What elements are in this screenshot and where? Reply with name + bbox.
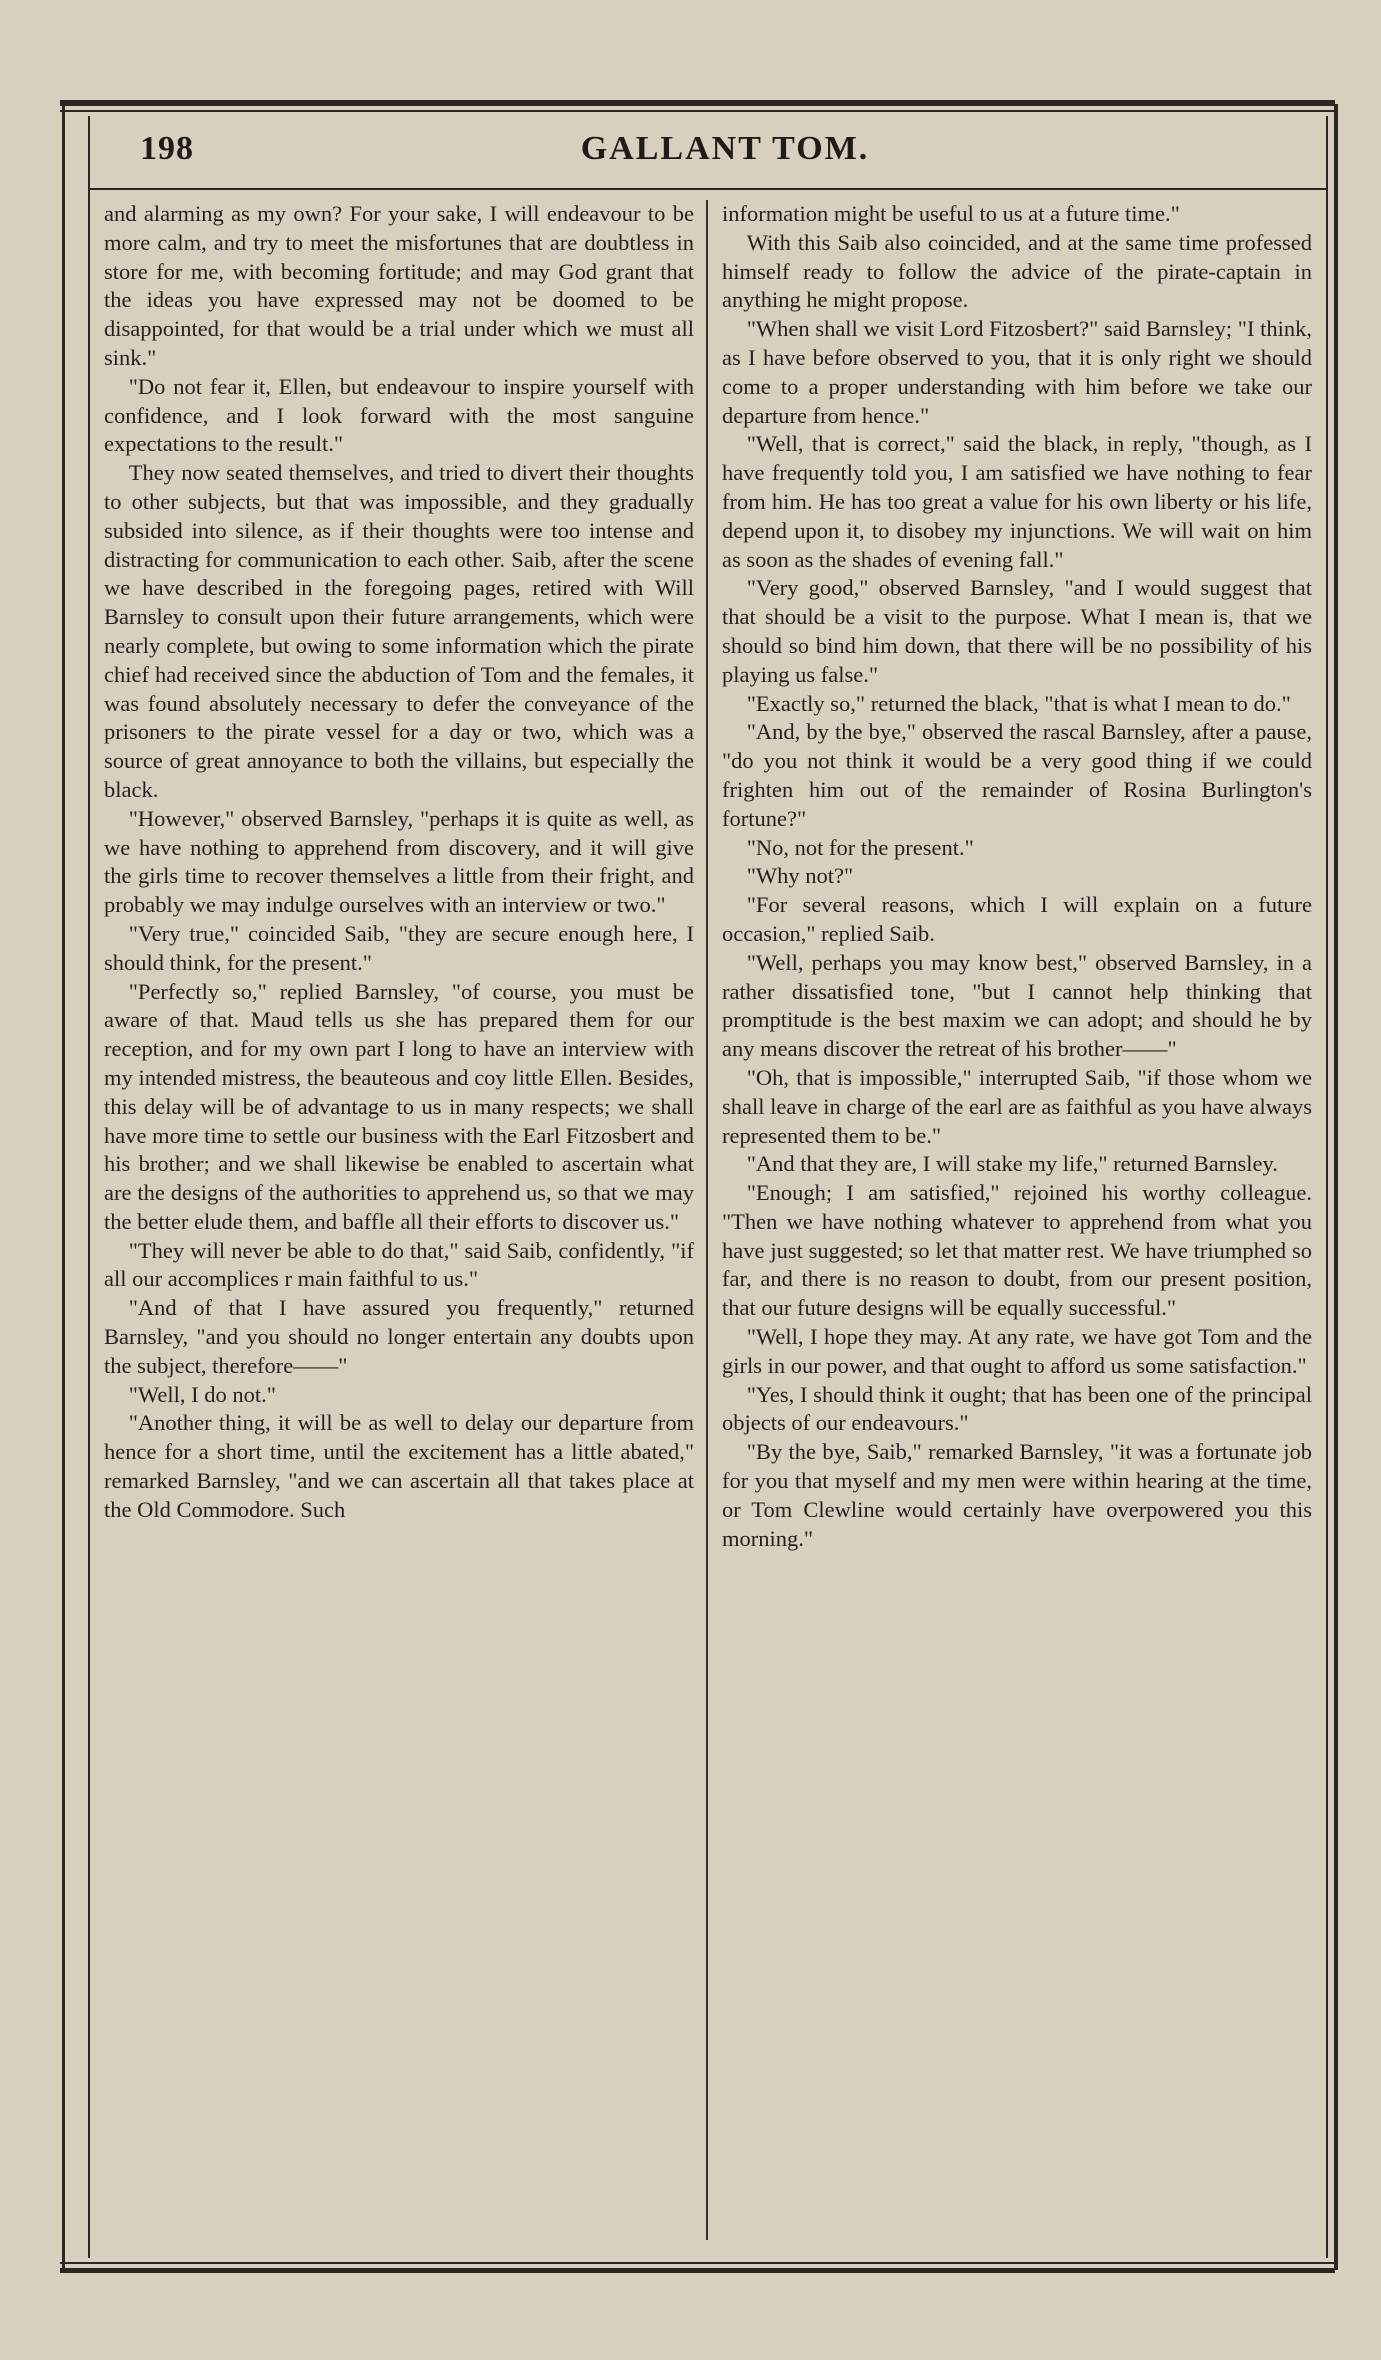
frame-left-outer: [62, 104, 65, 2270]
paragraph: and alarming as my own? For your sake, I will endeavour to be more calm, and try to meet the misfortunes that are doubtless in store for me, with becoming fortitude; and may God grant that the ideas you have expressed may not be doomed to be disappointed, for that would be a trial under which we must all sink.": [104, 201, 694, 370]
paragraph: "And that they are, I will stake my life," returned Barnsley.: [746, 1151, 1278, 1177]
paragraph: "Enough; I am satisfied," rejoined his worthy colleague. "Then we have nothing whatever to apprehend from what you have just suggested; so let that matter rest. We have triumphed so far, and there is no reason to doubt, from our present position, that our future designs will be equally successful.": [722, 1180, 1312, 1321]
top-rule-thin: [60, 110, 1335, 112]
frame-left-inner: [88, 116, 90, 2258]
left-column: [104, 200, 694, 2240]
paragraph: "Well, that is correct," said the black, in reply, "though, as I have frequently told you, I am satisfied we have nothing to fear from him. He has too great a value for his own liberty or his life, depend upon it, to disobey my injunctions. We will wait on him as soon as the shades of evening fall.": [722, 431, 1312, 572]
bottom-rule-thin: [60, 2262, 1335, 2264]
paragraph: "Well, perhaps you may know best," observed Barnsley, in a rather dissatisfied tone, "but I cannot help thinking that promptitude is the best maxim we can adopt; and should he by any means discover the retreat of his brother——": [722, 949, 1312, 1062]
paragraph: "Well, I do not.": [128, 1381, 276, 1407]
running-title: GALLANT TOM.: [580, 130, 870, 167]
paragraph: information might be useful to us at a future time.": [722, 201, 1180, 226]
paragraph: "And of that I have assured you frequently," returned Barnsley, "and you should no longer entertain any doubts upon the subject, therefore——": [104, 1295, 694, 1378]
paragraph: "When shall we visit Lord Fitzosbert?" said Barnsley; "I think, as I have before observed to you, that it is only right we should come to a proper understanding with him before we take our departure from hence.": [722, 316, 1312, 428]
frame-right-outer: [1334, 104, 1338, 2270]
paragraph: "Why not?": [746, 863, 854, 889]
paragraph: "Perfectly so," replied Barnsley, "of course, you must be aware of that. Maud tells us she has prepared them for our reception, and for my own part I long to have an interview with my intended mistress, the beauteous and coy little Ellen. Besides, this delay will be of advantage to us in many respects; we shall have more time to settle our business with the Earl Fitzosbert and his brother; and we shall likewise be enabled to ascertain what are the designs of the authorities to apprehend us, so that we may the better elude them, and baffle all their efforts to discover us.": [104, 978, 694, 1234]
paragraph: "Exactly so," returned the black, "that is what I mean to do.": [746, 690, 1291, 716]
column-divider: [706, 200, 708, 2240]
page-header: [140, 130, 1310, 180]
paragraph: "Another thing, it will be as well to delay our departure from hence for a short time, until the excitement has a little abated," remarked Barnsley, "and we can ascertain all that takes place at the Old Commodore. Such: [104, 1410, 694, 1522]
header-rule: [88, 188, 1328, 190]
bottom-rule-thick: [60, 2268, 1335, 2273]
paragraph: "Yes, I should think it ought; that has been one of the principal objects of our endeavours.": [722, 1381, 1312, 1436]
paragraph: "They will never be able to do that," said Saib, confidently, "if all our accomplices r main faithful to us.": [104, 1237, 694, 1292]
page-number: 198: [140, 130, 194, 167]
paragraph: "By the bye, Saib," remarked Barnsley, "it was a fortunate job for you that myself and my men were within hearing at the time, or Tom Clewline would certainly have overpowered you this morning.": [722, 1439, 1312, 1551]
paragraph: With this Saib also coincided, and at the same time professed himself ready to follow the advice of the pirate-captain in anything he might propose.: [722, 229, 1312, 313]
top-rule-thick: [60, 100, 1335, 106]
paragraph: "Very good," observed Barnsley, "and I would suggest that that should be a visit to the purpose. What I mean is, that we should so bind him down, that there will be no possibility of his playing us false.": [722, 575, 1312, 687]
paragraph: "Very true," coincided Saib, "they are secure enough here, I should think, for the present.": [104, 920, 694, 975]
paragraph: "And, by the bye," observed the rascal Barnsley, after a pause, "do you not think it would be a very good thing if we could frighten him out of the remainder of Rosina Burlington's fortune?": [722, 719, 1312, 831]
paragraph: "Oh, that is impossible," interrupted Saib, "if those whom we shall leave in charge of the earl are as faithful as you have always represented them to be.": [722, 1064, 1312, 1148]
paragraph: "Do not fear it, Ellen, but endeavour to inspire yourself with confidence, and I look forward with the most sanguine expectations to the result.": [104, 373, 694, 457]
paragraph: "However," observed Barnsley, "perhaps it is quite as well, as we have nothing to apprehend from discovery, and it will give the girls time to recover themselves a little from their fright, and probably we may indulge ourselves with an interview or two.": [104, 805, 694, 918]
paragraph: "No, not for the present.": [746, 834, 974, 860]
right-column: [722, 200, 1312, 2240]
paragraph: "For several reasons, which I will explain on a future occasion," replied Saib.: [722, 892, 1312, 946]
paragraph: They now seated themselves, and tried to divert their thoughts to other subjects, but that was impossible, and they gradually subsided into silence, as if their thoughts were too intense and distracting for communication to each other. Saib, after the scene we have described in the foregoing pages, retired with Will Barnsley to consult upon their future arrangements, which were nearly complete, but owing to some information which the pirate chief had received since the abduction of Tom and the females, it was found absolutely necessary to defer the conveyance of the prisoners to the pirate vessel for a day or two, which was a source of great annoyance to both the villains, but especially the black.: [104, 460, 694, 802]
frame-right-inner: [1326, 116, 1328, 2258]
paragraph: "Well, I hope they may. At any rate, we have got Tom and the girls in our power, and that ought to afford us some satisfaction.": [722, 1324, 1312, 1378]
